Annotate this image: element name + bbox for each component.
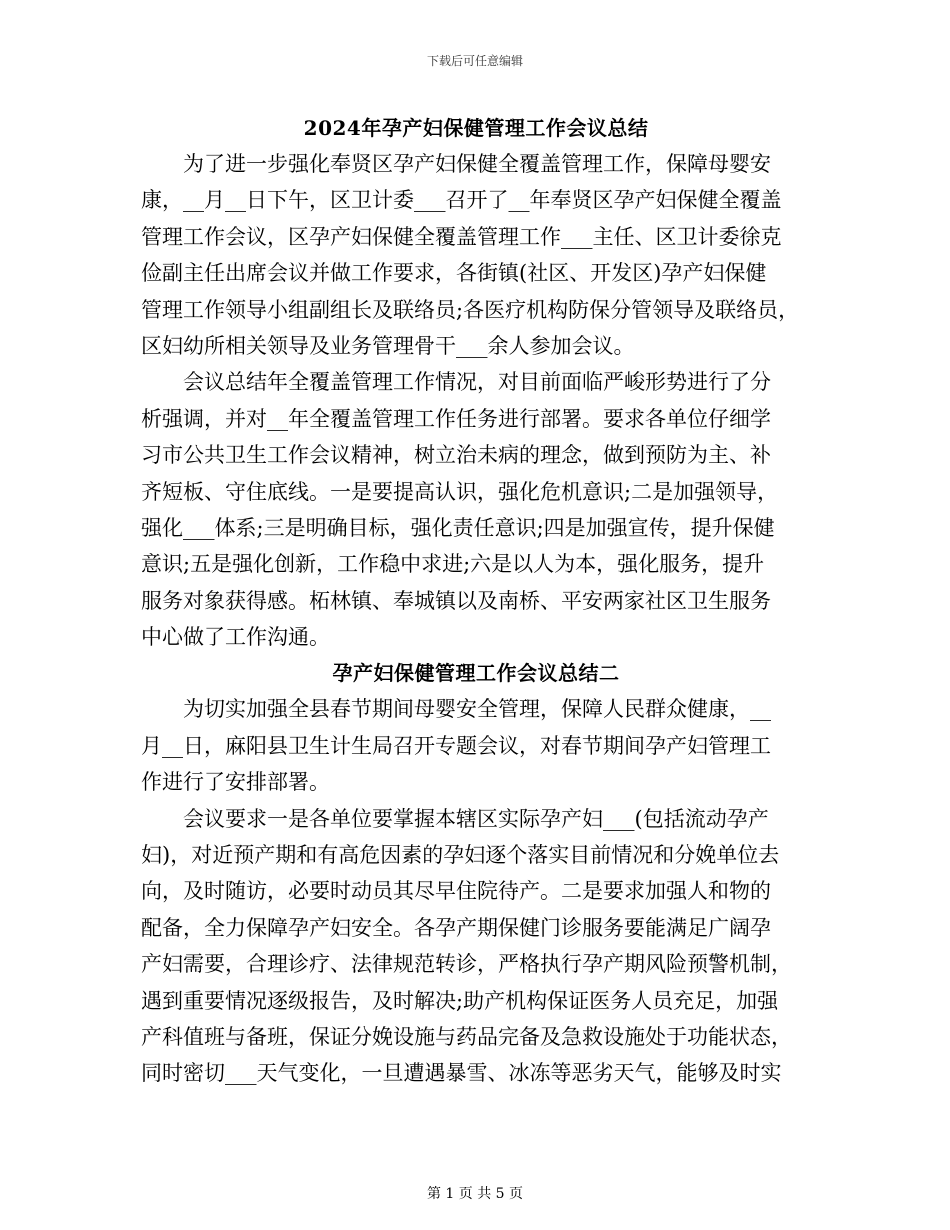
text-line: 为了进一步强化奉贤区孕产妇保健全覆盖管理工作，保障母婴安	[183, 152, 771, 176]
paragraph-1	[141, 146, 811, 364]
text-line: 作进行了安排部署。	[141, 770, 330, 795]
section-title: 孕产妇保健管理工作会议总结二	[332, 661, 620, 686]
text-line: 遇到重要情况逐级报告，及时解决;助产机构保证医务人员充足，加强	[141, 988, 779, 1013]
text-line: 强化___体系;三是明确目标，强化责任意识;四是加强宣传，提升保健	[141, 515, 775, 540]
text-line: 会议要求一是各单位要掌握本辖区实际孕产妇___(包括流动孕产	[183, 806, 769, 831]
text-line: 齐短板、守住底线。一是要提高认识，强化危机意识;二是加强领导，	[141, 479, 779, 504]
page-footer: 第 1 页 共 5 页	[426, 1186, 524, 1202]
text-line: 妇)，对近预产期和有高危因素的孕妇逐个落实目前情况和分娩单位去	[141, 843, 780, 868]
page-header: 下载后可任意编辑	[426, 54, 523, 68]
text-line: 为切实加强全县春节期间母婴安全管理，保障人民群众健康，__	[183, 697, 771, 722]
document-title: 2024年孕产妇保健管理工作会议总结	[303, 116, 649, 140]
paragraph-2	[141, 364, 811, 655]
text-line: 会议总结年全覆盖管理工作情况，对目前面临严峻形势进行了分	[183, 370, 771, 395]
text-line: 康，__月__日下午，区卫计委___召开了__年奉贤区孕产妇保健全覆盖	[141, 188, 782, 213]
text-line: 中心做了工作沟通。	[141, 625, 330, 650]
paragraph-3	[141, 691, 811, 800]
text-line: 管理工作领导小组副组长及联络员;各医疗机构防保分管领导及联络员，	[141, 297, 800, 322]
text-line: 管理工作会议，区孕产妇保健全覆盖管理工作___主任、区卫计委徐克	[141, 224, 782, 249]
text-line: 产妇需要，合理诊疗、法律规范转诊，严格执行孕产期风险预警机制，	[141, 952, 792, 977]
text-line: 月__日，麻阳县卫生计生局召开专题会议，对春节期间孕产妇管理工	[141, 733, 771, 758]
text-line: 同时密切___天气变化，一旦遭遇暴雪、冰冻等恶劣天气，能够及时实	[141, 1061, 782, 1086]
text-line: 区妇幼所相关领导及业务管理骨干___余人参加会议。	[141, 333, 635, 358]
text-line: 向，及时随访，必要时动员其尽早住院待产。二是要求加强人和物的	[141, 879, 771, 904]
text-line: 服务对象获得感。柘林镇、奉城镇以及南桥、平安两家社区卫生服务	[141, 588, 771, 613]
text-line: 析强调，并对__年全覆盖管理工作任务进行部署。要求各单位仔细学	[141, 406, 771, 431]
paragraph-4	[141, 801, 811, 1092]
text-line: 产科值班与备班，保证分娩设施与药品完备及急救设施处于功能状态，	[141, 1024, 792, 1049]
text-line: 俭副主任出席会议并做工作要求，各街镇(社区、开发区)孕产妇保健	[141, 261, 767, 286]
text-line: 配备，全力保障孕产妇安全。各孕产期保健门诊服务要能满足广阔孕	[141, 915, 771, 940]
document-body	[141, 110, 811, 1092]
text-line: 习市公共卫生工作会议精神，树立治未病的理念，做到预防为主、补	[141, 443, 771, 468]
text-line: 意识;五是强化创新，工作稳中求进;六是以人为本，强化服务，提升	[141, 552, 765, 577]
